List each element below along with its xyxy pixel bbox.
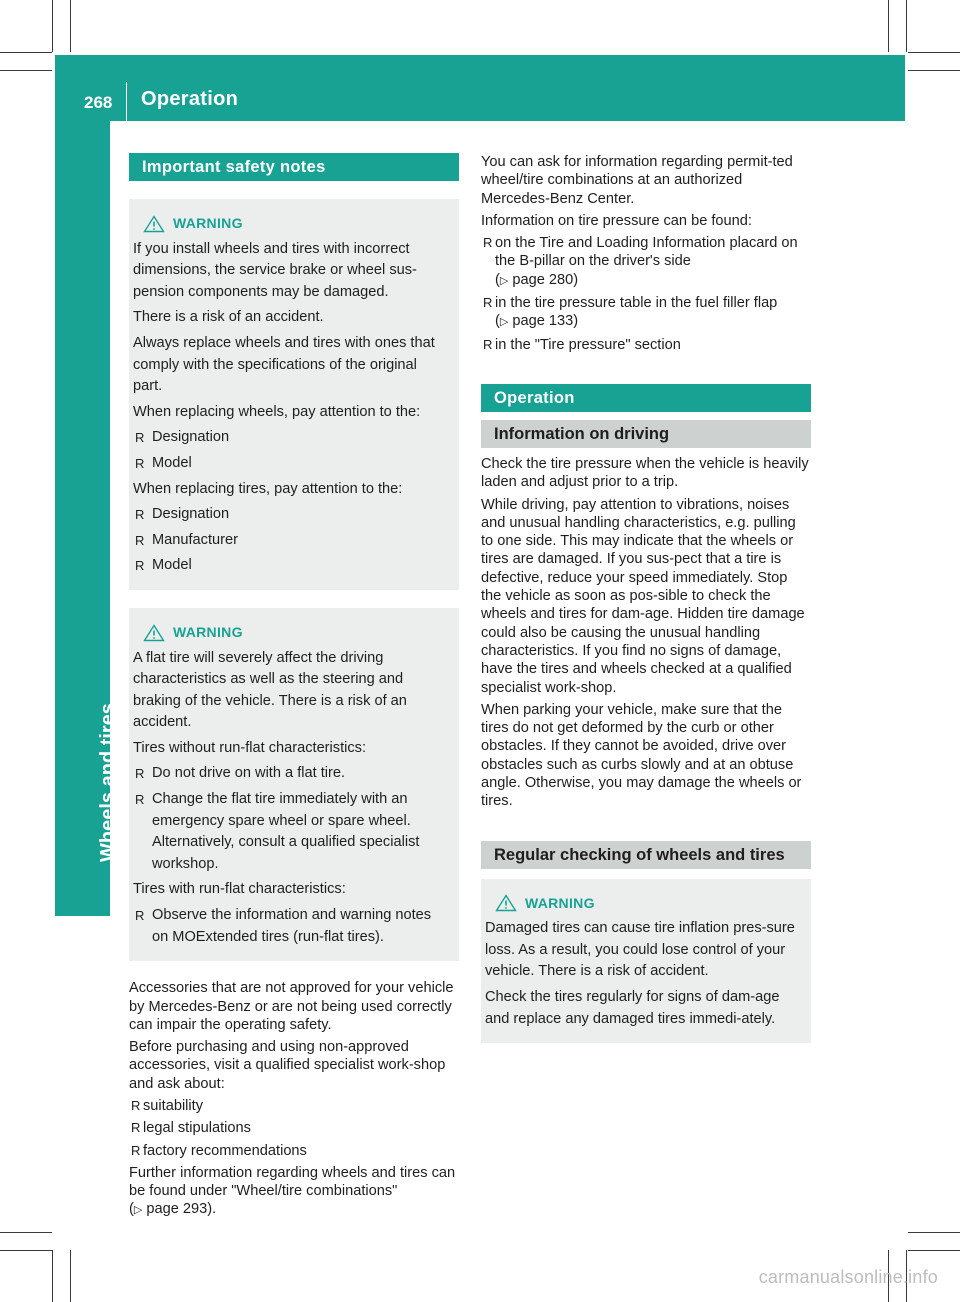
paragraph: Before purchasing and using non-approved accessories, visit a qualified specialist work-shop and ask about: [129,1039,446,1092]
crop-mark [906,0,907,52]
list-item: R Do not drive on with a flat tire. [133,763,449,785]
paragraph: You can ask for information regarding permit-ted wheel/tire combinations at an authorized Mercedes-Benz Center. [481,154,793,207]
subsection-heading-checking: Regular checking of wheels and tires [481,841,811,869]
warning-box [481,879,811,1044]
page-reference-arrow-icon: ▷ [133,1204,143,1217]
warning-triangle-icon [495,894,517,912]
bullet-list [481,234,811,354]
warning-text: Tires without run-flat characteristics: [133,739,367,756]
bullet-icon: R [483,235,493,251]
list-item: R in the tire pressure table in the fuel filler flap (▷ page 133) [483,295,778,330]
crop-mark [908,1232,960,1233]
section-heading-safety: Important safety notes [129,153,459,181]
crop-mark [908,70,960,71]
left-column [129,153,459,1224]
chapter-tab-label: Wheels and tires [97,703,119,862]
page-reference-link[interactable]: page 280) [512,271,579,288]
crop-mark [52,0,53,52]
list-item: R Model [133,555,449,577]
crop-mark [908,1250,960,1251]
list-item: R suitability [131,1098,204,1114]
list-item: R factory recommendations [131,1142,307,1159]
right-column [481,153,811,1043]
watermark: carmanualsonline.info [758,1267,938,1287]
page-reference-link[interactable]: page 133) [512,313,579,330]
paragraph: Further information regarding wheels and tires can be found under "Wheel/tire combinations" (▷ page 293). [129,1164,456,1218]
crop-mark [888,0,889,52]
bullet-icon: R [483,336,493,352]
crop-mark [70,1250,71,1302]
crop-mark [70,0,71,52]
bullet-icon: R [135,766,145,782]
body-text [481,153,811,354]
bullet-list [133,427,449,474]
bullet-list [133,504,449,577]
list-item: R legal stipulations [131,1120,251,1137]
bullet-icon: R [135,532,145,548]
section-heading-operation: Operation [481,384,811,412]
bullet-icon: R [135,430,145,446]
warning-text: There is a risk of an accident. [133,309,324,326]
crop-mark [0,52,52,53]
crop-mark [52,1250,53,1302]
crop-mark [908,52,960,53]
body-text [129,979,459,1220]
body-text [481,455,811,811]
bullet-list [129,1097,459,1160]
list-item: R Designation [133,427,449,449]
bullet-icon: R [135,558,145,574]
page-title: Operation [141,88,239,110]
bullet-icon: R [135,455,145,471]
warning-text: If you install wheels and tires with incorrect dimensions, the service brake or wheel sus-pension components may be damaged. [133,240,417,300]
bullet-icon: R [135,908,145,924]
subsection-heading-driving: Information on driving [481,420,811,448]
page-reference-arrow-icon: ▷ [499,274,509,287]
bullet-icon: R [131,1098,141,1113]
warning-label: WARNING [525,894,595,911]
bullet-list [133,763,449,875]
bullet-icon: R [135,792,145,808]
list-item: R on the Tire and Loading Information placard on the B-pillar on the driver's side (▷ page 280) [483,235,798,288]
list-item: R in the "Tire pressure" section [483,336,681,353]
warning-triangle-icon [143,624,165,642]
warning-text: Always replace wheels and tires with ones that comply with the specifications of the original part. [133,334,435,395]
list-item: R Change the flat tire immediately with an emergency spare wheel or spare wheel. Alternatively, consult a qualified specialist workshop. [135,791,420,872]
paragraph: Accessories that are not approved for your vehicle by Mercedes-Benz or are not being used correctly can impair the operating safety. [129,980,454,1033]
warning-label: WARNING [173,215,243,231]
list-item: R Model [133,453,449,475]
list-item: R Manufacturer [133,530,449,552]
bullet-list [133,905,449,948]
page-number: 268 [84,93,113,112]
bullet-icon: R [135,507,145,523]
paragraph: While driving, pay attention to vibrations, noises and unusual handling characteristics, e.g. pulling to one side. This may indicate that the wheels or tires are damaged. If you sus-pect that a tire is defective, reduce your speed immediately. Stop the vehicle as soon as pos-sible to check the wheels and tires for dam-age. Hidden tire damage could also be causing the unusual handling characteristics. If you find no signs of damage, have the tires and wheels checked at a qualified specialist work-shop. [481,496,805,696]
bullet-icon: R [131,1120,141,1136]
warning-text: Tires with run-flat characteristics: [133,881,346,898]
crop-mark [0,70,52,71]
header-divider [126,82,127,121]
warning-box [129,608,459,961]
warning-text: When replacing wheels, pay attention to the: [133,403,421,420]
warning-text: Damaged tires can cause tire inflation pres-sure loss. As a result, you could lose control of your vehicle. There is a risk of accident. [485,920,795,980]
crop-mark [0,1232,52,1233]
warning-header [133,213,449,235]
list-item: R Designation [133,504,449,526]
warning-header [485,893,801,915]
warning-text: A flat tire will severely affect the driving characteristics as well as the steering and braking of the vehicle. There is a risk of an accident. [133,649,407,731]
warning-header [133,622,449,644]
bullet-icon: R [483,295,493,311]
warning-text: When replacing tires, pay attention to the: [133,480,403,497]
page-reference-link[interactable]: page 293). [146,1201,217,1218]
warning-text: Check the tires regularly for signs of dam-age and replace any damaged tires immedi-ately. [485,988,780,1027]
crop-mark [0,1250,52,1251]
paragraph: Information on tire pressure can be found: [481,212,752,229]
paragraph: When parking your vehicle, make sure that the tires do not get deformed by the curb or other obstacles. If they cannot be avoided, drive over obstacles such as curbs slowly and at an obtuse angle. Otherwise, you may damage the wheels or tires. [481,701,802,810]
warning-box [129,199,459,590]
page-reference-arrow-icon: ▷ [499,316,509,329]
list-item: R Observe the information and warning notes on MOExtended tires (run-flat tires). [135,907,432,945]
warning-triangle-icon [143,215,165,233]
paragraph: Check the tire pressure when the vehicle is heavily laden and adjust prior to a trip. [481,455,809,491]
warning-label: WARNING [173,623,243,640]
bullet-icon: R [131,1142,141,1158]
